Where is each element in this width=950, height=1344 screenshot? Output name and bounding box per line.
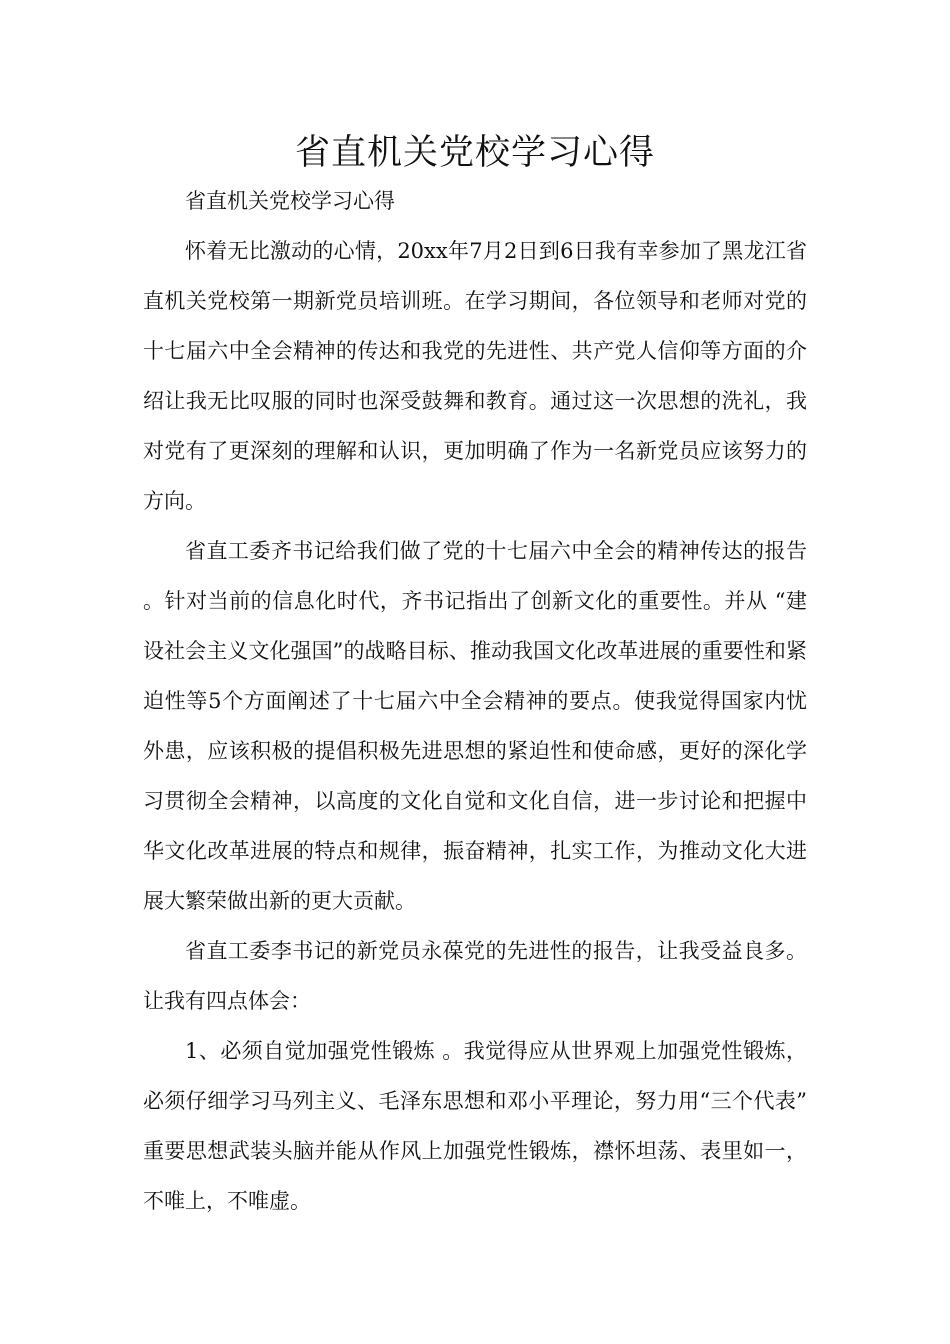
paragraph-qi-report: 省直工委齐书记给我们做了党的十七届六中全会的精神传达的报告。针对当前的信息化时代，齐书记指出了创新文化的重要性。并从 “建设社会主义文化强国”的战略目标、推动我国文化改革进展的重要性和紧迫性等5个方面阐述了十七届六中全会精神的要点。使我觉得国家内忧外患，应该积极的提倡积极先进思想的紧迫性和使命感，更好的深化学习贯彻全会精神，以高度的文化自觉和文化自信，进一步讨论和把握中华文化改革进展的特点和规律，振奋精神，扎实工作，为推动文化大进展大繁荣做出新的更大贡献。 — [143, 539, 807, 913]
paragraph-intro: 怀着无比激动的心情，20xx年7月2日到6日我有幸参加了黑龙江省直机关党校第一期新党员培训班。在学习期间，各位领导和老师对党的十七届六中全会精神的传达和我党的先进性、共产党人信仰等方面的介绍让我无比叹服的同时也深受鼓舞和教育。通过这一次思想的洗礼，我对党有了更深刻的理解和认识，更加明确了作为一名新党员应该努力的方向。 — [143, 239, 807, 513]
paragraph-point-1: 1、必须自觉加强党性锻炼 。我觉得应从世界观上加强党性锻炼，必须仔细学习马列主义、毛泽东思想和邓小平理论，努力用“三个代表”重要思想武装头脑并能从作风上加强党性锻炼，襟怀坦荡、表里如一，不唯上，不唯虚。 — [143, 1039, 807, 1213]
paragraph-subtitle: 省直机关党校学习心得 — [185, 189, 395, 213]
document-title: 省直机关党校学习心得 — [294, 133, 655, 173]
document-body — [143, 176, 807, 1226]
paragraph-li-report: 省直工委李书记的新党员永葆党的先进性的报告，让我受益良多。让我有四点体会： — [143, 939, 807, 1013]
